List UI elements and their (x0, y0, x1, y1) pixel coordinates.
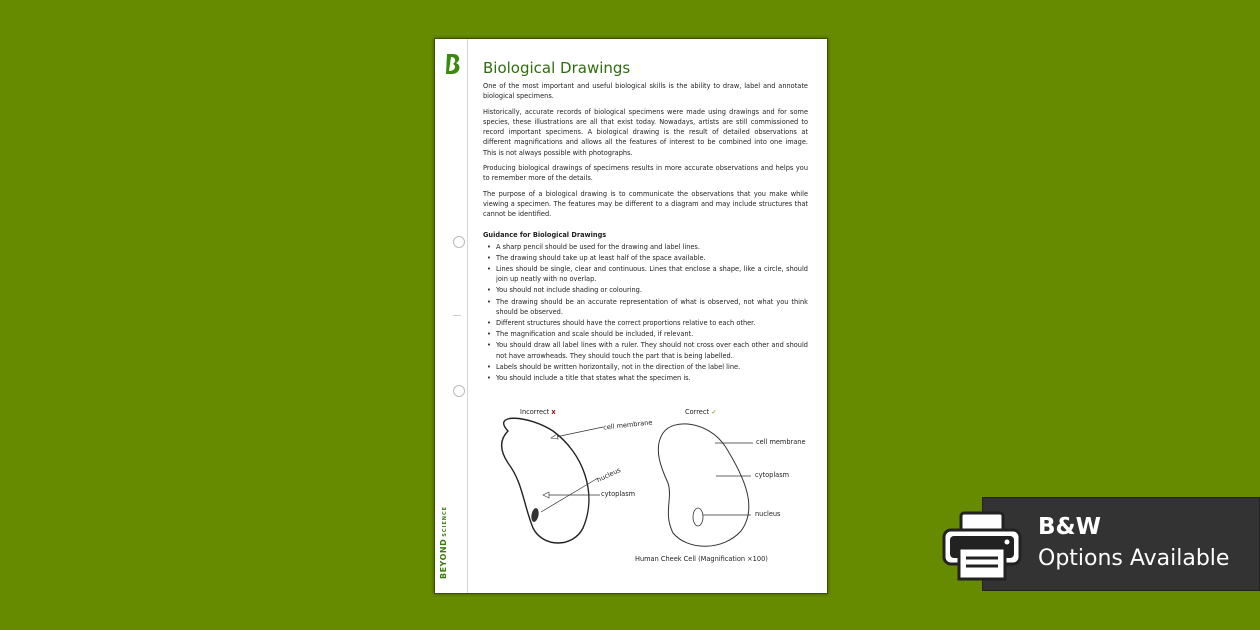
cell-drawings-svg (483, 403, 813, 573)
paragraph: The purpose of a biological drawing is to communicate the observations that you make while viewing a specimen. The features may be different to a diagram and may include structures that cannot be identified. (483, 189, 808, 219)
incorrect-cytoplasm-label: cytoplasm (601, 490, 636, 498)
beyond-logo-icon (444, 53, 464, 75)
banner-title: B&W (1038, 514, 1101, 540)
margin-line (467, 39, 468, 593)
figure-caption: Human Cheek Cell (Magnification ×100) (635, 555, 768, 563)
list-item: • A sharp pencil should be used for the drawing and label lines. (487, 242, 808, 252)
brand-name: BEYOND (439, 538, 448, 579)
brand-sub: SCIENCE (442, 505, 448, 537)
correct-nucleus (693, 508, 703, 526)
worksheet-page (434, 38, 828, 594)
list-item: • The drawing should take up at least half of the space available. (487, 253, 808, 263)
incorrect-label: Incorrect (520, 408, 550, 416)
incorrect-membrane-label: cell membrane (602, 418, 653, 432)
cross-icon: x (551, 408, 556, 416)
incorrect-nucleus-label: nucleus (595, 465, 622, 485)
banner-subtitle: Options Available (1038, 546, 1230, 571)
correct-membrane-label: cell membrane (756, 438, 806, 446)
paragraph: Historically, accurate records of biological specimens were made using drawings and for some species, these illustrations are all that exist today. Nowadays, artists are still commissioned to record important specimens. A biological drawing is the result of detailed observations at different magnifications and allows all the features of interest to be combined into one image. This is not always possible with photographs. (483, 107, 808, 157)
correct-heading (685, 408, 717, 416)
punch-hole (453, 385, 465, 397)
brand-wordmark (439, 506, 448, 579)
paragraph: Producing biological drawings of specimens results in more accurate observations and helps you to remember more of the details. (483, 164, 808, 183)
document-content (483, 59, 808, 384)
guidance-list (483, 242, 808, 384)
correct-nucleus-label: nucleus (755, 510, 781, 518)
incorrect-nucleus-shaded (530, 507, 539, 522)
correct-label: Correct (685, 408, 710, 416)
list-item: • You should draw all label lines with a ruler. They should not cross over each other and should not have arrowheads. They should touch the part that is being labelled. (487, 340, 808, 360)
list-item: • The drawing should be an accurate representation of what is observed, not what you think should be observed. (487, 297, 808, 317)
printer-icon (941, 510, 1023, 582)
document-title: Biological Drawings (483, 59, 631, 77)
incorrect-heading (520, 408, 556, 416)
list-item: • The magnification and scale should be included, if relevant. (487, 329, 808, 339)
paragraph: One of the most important and useful biological skills is the ability to draw, label and annotate biological specimens. (483, 82, 808, 101)
guidance-heading: Guidance for Biological Drawings (483, 230, 607, 239)
correct-cytoplasm-label: cytoplasm (755, 471, 790, 479)
check-icon: ✓ (711, 408, 717, 416)
incorrect-cell-outline (502, 418, 589, 543)
bw-options-banner (982, 497, 1260, 591)
list-item: • You should include a title that states what the specimen is. (487, 373, 808, 383)
fold-mark (453, 315, 461, 316)
cell-drawing-figure (483, 403, 813, 573)
list-item: • You should not include shading or colouring. (487, 285, 808, 295)
list-item: • Lines should be single, clear and continuous. Lines that enclose a shape, like a circle, should join up neatly with no overlap. (487, 264, 808, 284)
list-item: • Different structures should have the correct proportions relative to each other. (487, 318, 808, 328)
list-item: • Labels should be written horizontally, not in the direction of the label line. (487, 362, 808, 372)
punch-hole (453, 236, 465, 248)
